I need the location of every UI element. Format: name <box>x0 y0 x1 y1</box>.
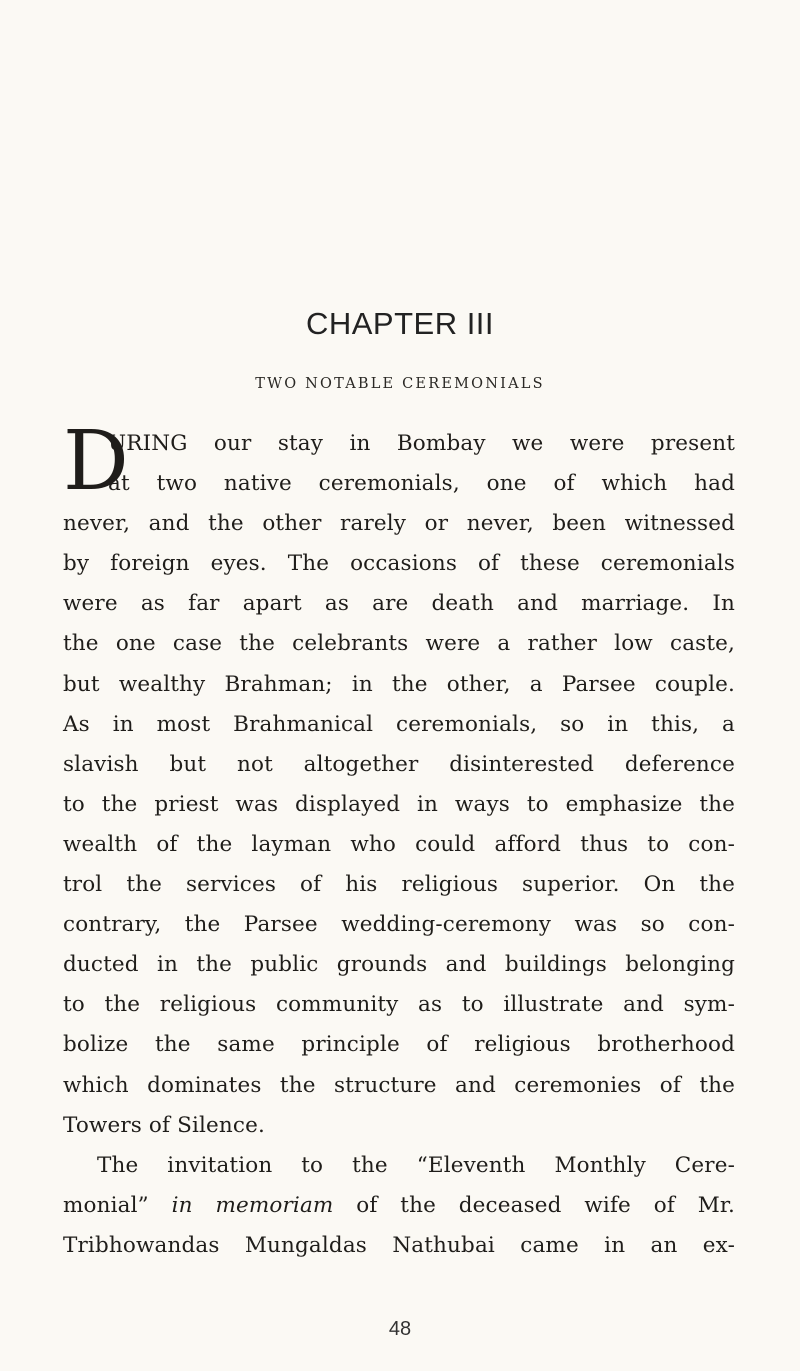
text-segment: monial” <box>63 1192 172 1218</box>
chapter-title: TWO NOTABLE CEREMONIALS <box>255 376 545 392</box>
text-line: wealth of the layman who could afford thus to con- <box>63 831 735 857</box>
text-line: URING our stay in Bombay we were present <box>108 431 735 456</box>
text-line: trol the services of his religious superior. On the <box>63 872 735 898</box>
text-line: but wealthy Brahman; in the other, a Parsee couple. <box>63 671 735 697</box>
text-line: by foreign eyes. The occasions of these ceremonials <box>63 551 735 577</box>
text-line: Towers of Silence. <box>63 1112 265 1138</box>
text-line: As in most Brahmanical ceremonials, so in this, a <box>63 711 735 737</box>
text-line: which dominates the structure and ceremonies of the <box>63 1072 735 1098</box>
chapter-heading: CHAPTER III <box>305 306 495 341</box>
page-number: 48 <box>388 1318 412 1340</box>
text-line: at two native ceremonials, one of which had <box>108 471 735 497</box>
text-line: to the religious community as to illustrate and sym- <box>63 992 735 1018</box>
text-line: never, and the other rarely or never, been witnessed <box>63 511 735 537</box>
italic-phrase: in memoriam <box>171 1192 334 1218</box>
text-line: contrary, the Parsee wedding-ceremony was so con- <box>63 912 735 938</box>
text-line-mixed <box>63 1186 735 1226</box>
text-line: Tribhowandas Mungaldas Nathubai came in an ex- <box>63 1232 735 1258</box>
text-line: the one case the celebrants were a rather low caste, <box>63 631 735 657</box>
text-line: The invitation to the “Eleventh Monthly Cere- <box>97 1152 735 1178</box>
drop-cap: D <box>63 414 129 509</box>
text-line: slavish but not altogether disinterested deference <box>63 751 735 777</box>
text-line: ducted in the public grounds and buildings belonging <box>63 952 735 978</box>
text-line: bolize the same principle of religious brotherhood <box>63 1032 735 1058</box>
text-line: to the priest was displayed in ways to emphasize the <box>63 791 735 817</box>
text-line: were as far apart as are death and marriage. In <box>63 591 735 617</box>
body-text <box>63 414 735 1266</box>
text-segment: of the deceased wife of Mr. <box>333 1192 735 1218</box>
